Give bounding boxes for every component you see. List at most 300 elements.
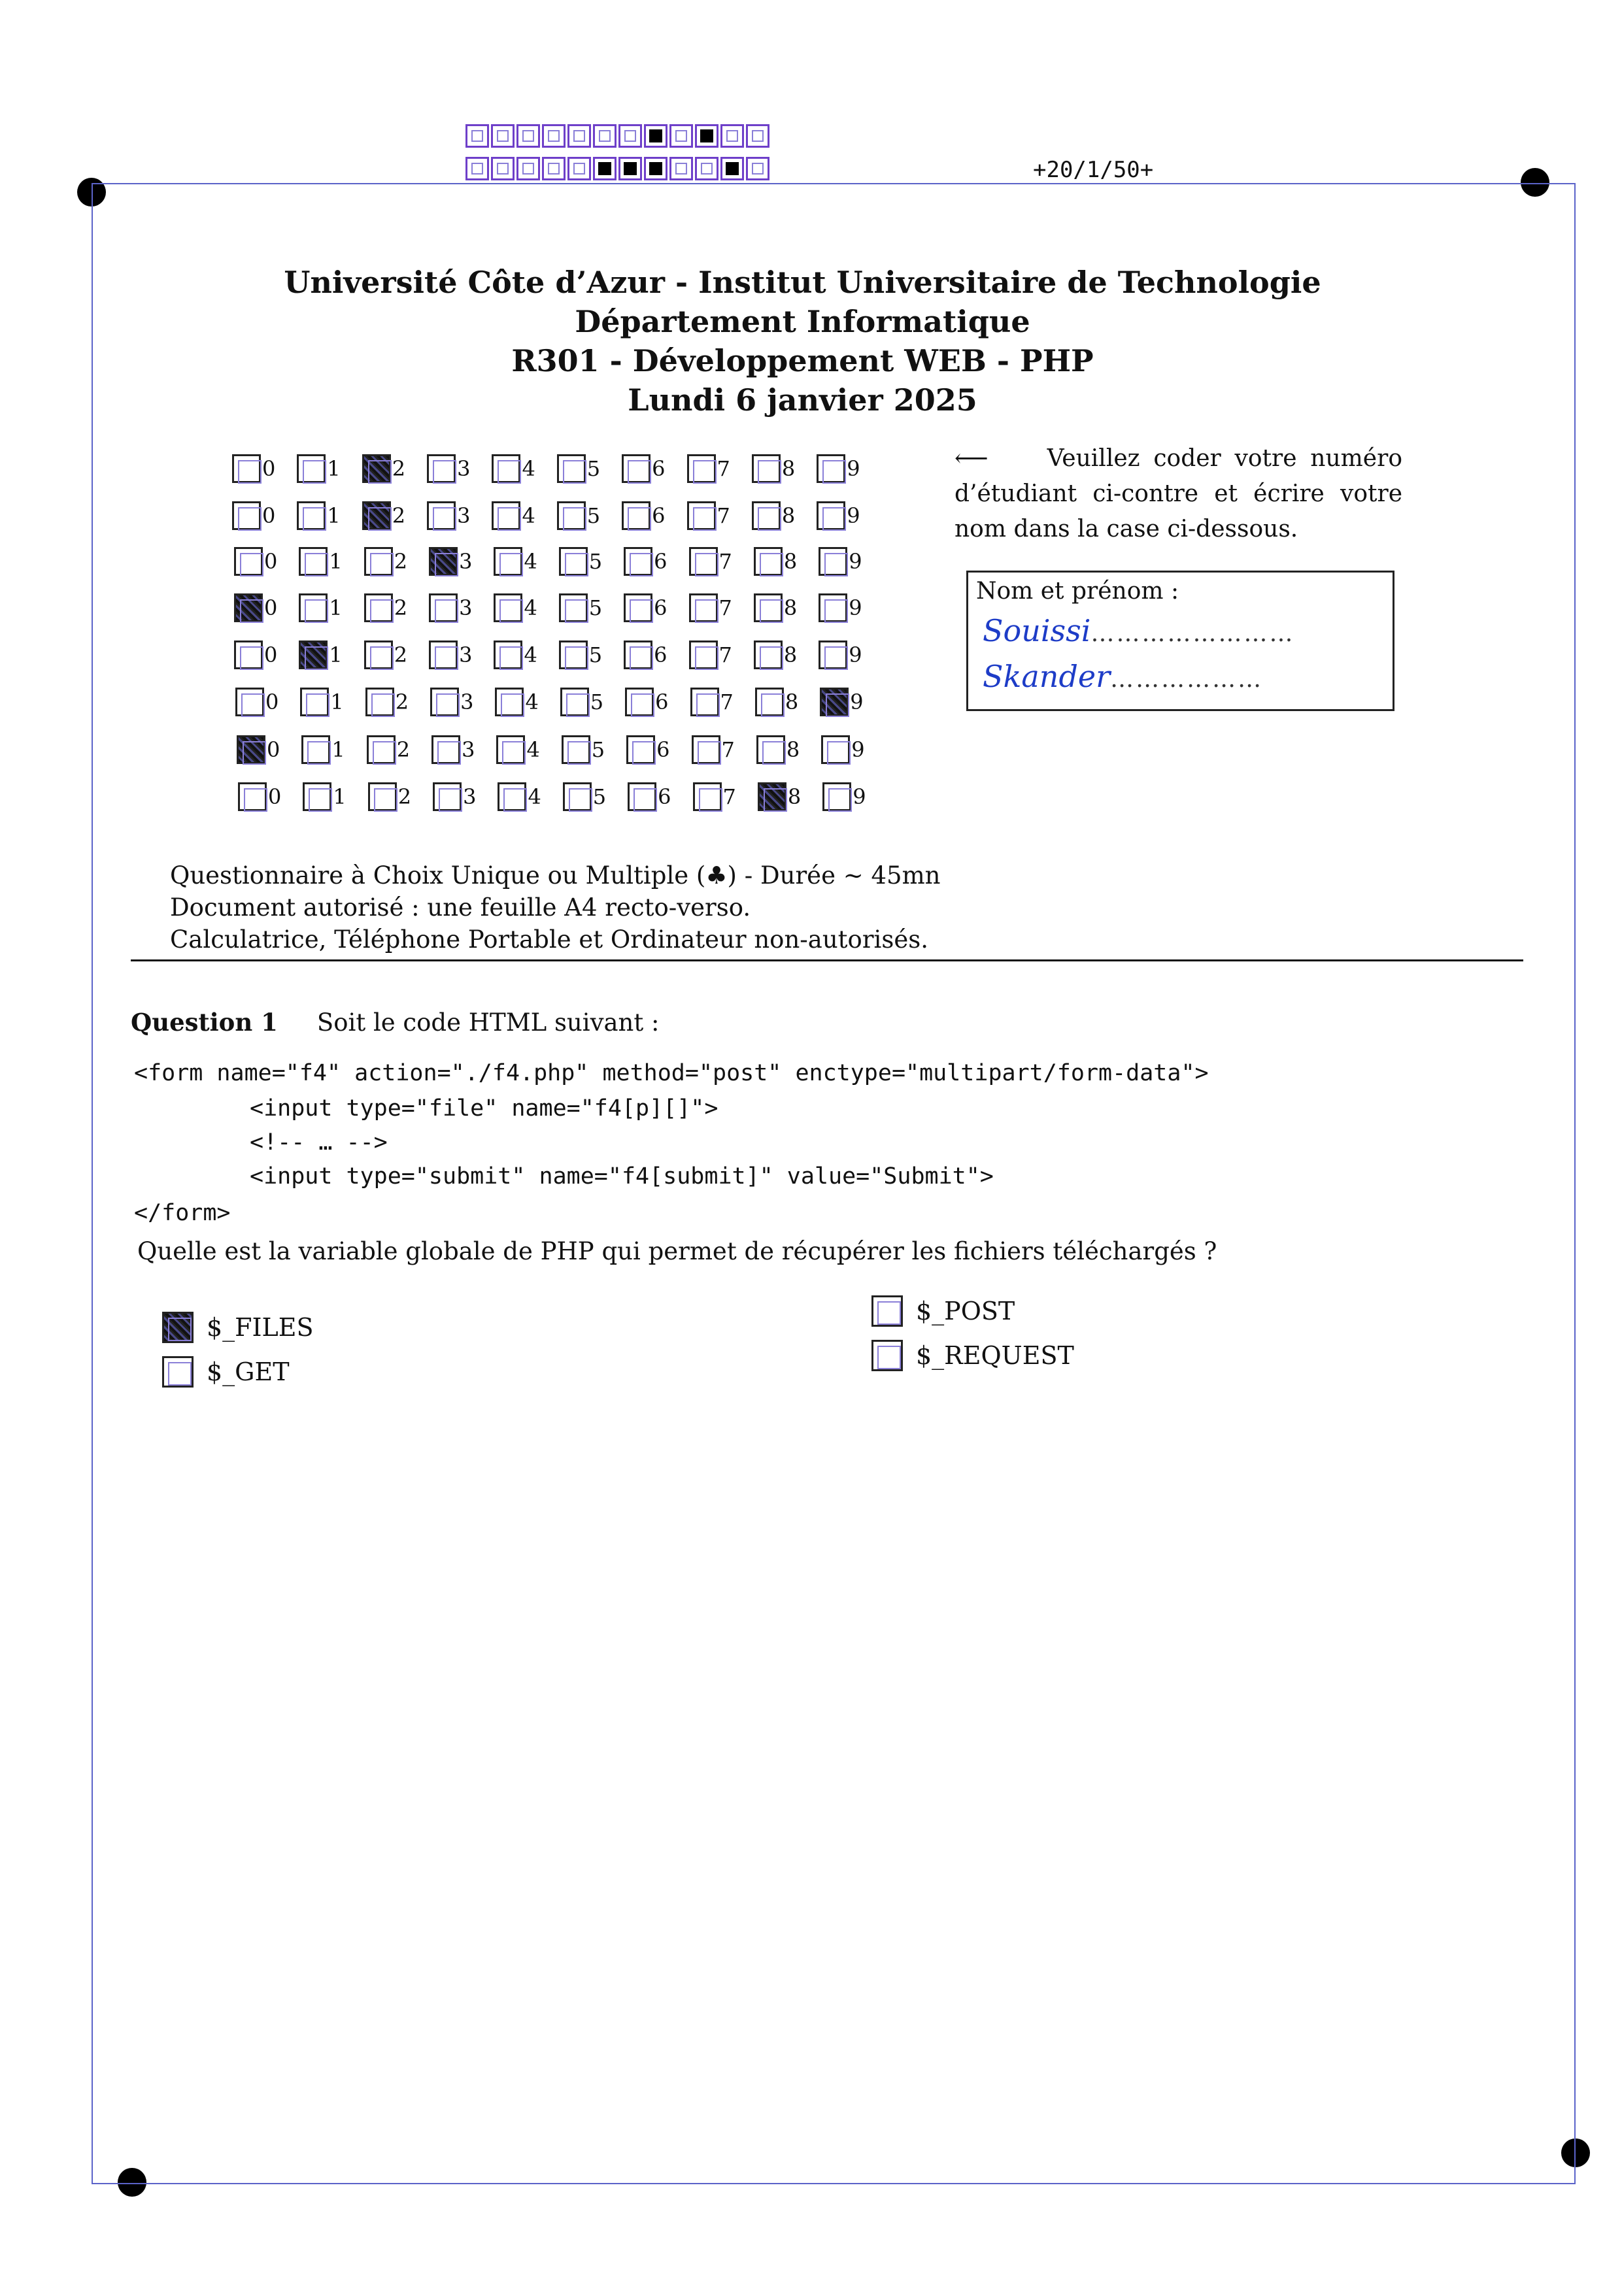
digit-option[interactable] — [494, 641, 537, 669]
barcode-cell — [746, 157, 769, 180]
digit-checkbox[interactable] — [752, 501, 781, 530]
barcode-cell — [491, 124, 515, 148]
digit-checkbox[interactable] — [687, 501, 716, 530]
digit-option[interactable] — [364, 641, 407, 669]
barcode-row-1 — [465, 124, 771, 148]
digit-checkbox[interactable] — [693, 782, 722, 811]
digit-checkbox[interactable] — [624, 593, 652, 622]
digit-option[interactable] — [429, 547, 472, 576]
digit-label: 9 — [847, 456, 860, 481]
digit-checkbox[interactable] — [492, 501, 520, 530]
digit-checkbox[interactable] — [496, 735, 525, 764]
digit-label: 8 — [783, 642, 798, 667]
digit-option[interactable] — [819, 547, 862, 576]
digit-label: 1 — [329, 642, 343, 667]
digit-label: 2 — [395, 690, 409, 714]
digit-option[interactable] — [754, 547, 797, 576]
digit-label: 5 — [586, 503, 601, 528]
digit-label: 3 — [462, 737, 475, 762]
digit-checkbox[interactable] — [427, 501, 456, 530]
student-id-row — [238, 782, 888, 811]
digit-label: 1 — [329, 549, 343, 574]
name-dots-1: …………………… — [1090, 620, 1295, 647]
digit-option[interactable] — [429, 641, 472, 669]
digit-checkbox[interactable] — [689, 641, 718, 669]
digit-checkbox[interactable] — [235, 688, 264, 716]
digit-checkbox[interactable] — [232, 501, 261, 530]
digit-label: 1 — [329, 595, 343, 620]
digit-option[interactable] — [755, 688, 798, 716]
answer-post[interactable] — [871, 1295, 1015, 1327]
digit-option[interactable] — [821, 735, 864, 764]
digit-option[interactable] — [362, 454, 405, 483]
digit-label: 0 — [267, 737, 280, 762]
digit-label: 7 — [722, 784, 736, 809]
digit-label: 2 — [394, 549, 408, 574]
digit-option[interactable] — [752, 501, 795, 530]
digit-label: 1 — [331, 737, 345, 762]
digit-label: 0 — [265, 690, 279, 714]
digit-option[interactable] — [622, 454, 665, 483]
digit-label: 3 — [459, 549, 473, 574]
question-1-prompt: Quelle est la variable globale de PHP qui permet de récupérer les fichiers téléchargés ? — [137, 1237, 1217, 1265]
digit-option[interactable] — [689, 547, 732, 576]
digit-label: 3 — [463, 784, 477, 809]
digit-label: 7 — [717, 456, 730, 481]
digit-option[interactable] — [622, 501, 665, 530]
barcode-cell — [669, 124, 693, 148]
digit-checkbox[interactable] — [429, 593, 458, 622]
question-1-label: Question 1 — [131, 1008, 278, 1037]
student-id-row — [232, 454, 882, 483]
digit-label: 2 — [394, 642, 408, 667]
digit-option[interactable] — [562, 735, 605, 764]
digit-option[interactable] — [754, 593, 797, 622]
digit-option[interactable] — [693, 782, 736, 811]
digit-checkbox[interactable] — [300, 688, 329, 716]
digit-label: 4 — [524, 549, 537, 574]
digit-label: 1 — [327, 456, 341, 481]
handwritten-surname: Souissi — [983, 613, 1091, 648]
name-box-label: Nom et prénom : — [976, 578, 1179, 605]
digit-label: 5 — [588, 642, 603, 667]
digit-label: 4 — [524, 642, 537, 667]
digit-option[interactable] — [234, 547, 277, 576]
digit-checkbox[interactable] — [625, 688, 654, 716]
digit-option[interactable] — [234, 593, 277, 622]
digit-option[interactable] — [819, 641, 862, 669]
student-id-row — [235, 688, 885, 716]
answer-files[interactable] — [162, 1312, 314, 1343]
digit-checkbox[interactable] — [492, 454, 520, 483]
digit-label: 9 — [851, 737, 865, 762]
digit-label: 1 — [327, 503, 341, 528]
digit-checkbox[interactable] — [689, 547, 718, 576]
digit-checkbox[interactable] — [624, 547, 652, 576]
digit-option[interactable] — [429, 593, 472, 622]
digit-label: 3 — [459, 595, 473, 620]
digit-option[interactable] — [687, 501, 730, 530]
digit-label: 2 — [394, 595, 408, 620]
digit-label: 5 — [591, 737, 605, 762]
digit-checkbox[interactable] — [687, 454, 716, 483]
barcode-cell — [567, 157, 591, 180]
digit-option[interactable] — [557, 501, 600, 530]
digit-option[interactable] — [559, 547, 602, 576]
digit-checkbox[interactable] — [820, 688, 849, 716]
digit-option[interactable] — [299, 547, 342, 576]
digit-checkbox[interactable] — [431, 735, 460, 764]
question-1-header — [131, 1008, 659, 1037]
digit-option[interactable] — [237, 735, 280, 764]
digit-checkbox[interactable] — [557, 454, 586, 483]
digit-label: 9 — [853, 784, 866, 809]
digit-checkbox[interactable] — [817, 501, 845, 530]
digit-label: 3 — [457, 456, 471, 481]
digit-label: 7 — [718, 642, 732, 667]
digit-option[interactable] — [687, 454, 730, 483]
digit-option[interactable] — [626, 735, 669, 764]
digit-option[interactable] — [299, 641, 342, 669]
digit-option[interactable] — [430, 688, 473, 716]
digit-checkbox[interactable] — [433, 782, 462, 811]
digit-option[interactable] — [362, 501, 405, 530]
digit-label: 7 — [718, 549, 732, 574]
digit-checkbox[interactable] — [427, 454, 456, 483]
digit-checkbox[interactable] — [754, 641, 783, 669]
digit-label: 0 — [264, 549, 278, 574]
barcode-cell — [618, 157, 642, 180]
digit-label: 0 — [262, 503, 276, 528]
digit-label: 5 — [592, 784, 607, 809]
digit-option[interactable] — [624, 641, 667, 669]
digit-checkbox[interactable] — [557, 501, 586, 530]
digit-option[interactable] — [625, 688, 668, 716]
digit-option[interactable] — [498, 782, 541, 811]
digit-option[interactable] — [624, 593, 667, 622]
digit-checkbox[interactable] — [692, 735, 720, 764]
name-box[interactable] — [966, 571, 1394, 711]
exam-documents: Document autorisé : une feuille A4 recto-verso. — [170, 893, 751, 922]
digit-option[interactable] — [560, 688, 603, 716]
digit-option[interactable] — [819, 593, 862, 622]
digit-option[interactable] — [492, 501, 535, 530]
digit-checkbox[interactable] — [626, 735, 655, 764]
digit-checkbox[interactable] — [364, 593, 393, 622]
digit-label: 6 — [656, 737, 670, 762]
digit-checkbox[interactable] — [234, 547, 263, 576]
digit-label: 5 — [586, 456, 601, 481]
barcode-cell — [695, 157, 718, 180]
answer-get-checkbox[interactable] — [162, 1356, 194, 1388]
student-id-row — [237, 735, 887, 764]
digit-label: 4 — [522, 503, 535, 528]
code-line-2: <input type="file" name="f4[p][]"> — [250, 1095, 718, 1122]
digit-option[interactable] — [431, 735, 475, 764]
answer-post-checkbox[interactable] — [871, 1295, 903, 1327]
digit-checkbox[interactable] — [819, 641, 847, 669]
answer-post-label: $_POST — [916, 1297, 1015, 1325]
digit-label: 7 — [720, 690, 734, 714]
digit-checkbox[interactable] — [819, 547, 847, 576]
digit-label: 9 — [850, 690, 864, 714]
digit-option[interactable] — [817, 454, 860, 483]
digit-checkbox[interactable] — [237, 735, 265, 764]
course-title: R301 - Développement WEB - PHP — [511, 343, 1094, 378]
digit-checkbox[interactable] — [560, 688, 589, 716]
digit-checkbox[interactable] — [430, 688, 459, 716]
digit-checkbox[interactable] — [238, 782, 267, 811]
digit-option[interactable] — [690, 688, 734, 716]
digit-checkbox[interactable] — [364, 641, 393, 669]
digit-option[interactable] — [494, 593, 537, 622]
digit-label: 3 — [457, 503, 471, 528]
digit-option[interactable] — [364, 593, 407, 622]
digit-option[interactable] — [494, 547, 537, 576]
digit-checkbox[interactable] — [498, 782, 526, 811]
digit-option[interactable] — [822, 782, 866, 811]
digit-label: 6 — [652, 456, 666, 481]
barcode-cell — [516, 124, 540, 148]
digit-checkbox[interactable] — [822, 782, 851, 811]
digit-checkbox[interactable] — [301, 735, 330, 764]
digit-option[interactable] — [754, 641, 797, 669]
barcode-cell — [516, 157, 540, 180]
digit-checkbox[interactable] — [628, 782, 656, 811]
digit-checkbox[interactable] — [754, 547, 783, 576]
answer-request-label: $_REQUEST — [916, 1341, 1074, 1370]
digit-checkbox[interactable] — [362, 454, 391, 483]
digit-checkbox[interactable] — [234, 593, 263, 622]
question-1-intro: Soit le code HTML suivant : — [316, 1008, 660, 1037]
digit-option[interactable] — [303, 782, 346, 811]
barcode-cell — [491, 157, 515, 180]
digit-checkbox[interactable] — [559, 547, 588, 576]
digit-label: 0 — [264, 642, 278, 667]
digit-label: 0 — [264, 595, 278, 620]
exam-devices: Calculatrice, Téléphone Portable et Ordinateur non-autorisés. — [170, 925, 928, 954]
digit-checkbox[interactable] — [362, 501, 391, 530]
digit-checkbox[interactable] — [755, 688, 784, 716]
digit-checkbox[interactable] — [689, 593, 718, 622]
answer-files-checkbox[interactable] — [162, 1312, 194, 1343]
code-line-3: <!-- … --> — [250, 1129, 388, 1156]
digit-checkbox[interactable] — [563, 782, 592, 811]
digit-label: 8 — [783, 549, 798, 574]
digit-option[interactable] — [297, 501, 340, 530]
digit-option[interactable] — [492, 454, 535, 483]
digit-option[interactable] — [692, 735, 735, 764]
digit-label: 2 — [397, 784, 412, 809]
digit-option[interactable] — [232, 454, 275, 483]
digit-option[interactable] — [232, 501, 275, 530]
digit-option[interactable] — [756, 735, 800, 764]
digit-checkbox[interactable] — [559, 641, 588, 669]
digit-checkbox[interactable] — [367, 735, 396, 764]
digit-checkbox[interactable] — [756, 735, 785, 764]
digit-label: 4 — [526, 737, 540, 762]
digit-label: 8 — [785, 690, 799, 714]
barcode-cell — [465, 157, 489, 180]
digit-option[interactable] — [427, 454, 470, 483]
digit-option[interactable] — [628, 782, 671, 811]
barcode-cell — [593, 157, 617, 180]
digit-label: 9 — [849, 642, 862, 667]
digit-label: 2 — [396, 737, 411, 762]
digit-label: 5 — [588, 549, 603, 574]
digit-option[interactable] — [563, 782, 606, 811]
digit-option[interactable] — [817, 501, 860, 530]
answer-get[interactable] — [162, 1356, 290, 1388]
digit-label: 7 — [718, 595, 732, 620]
digit-checkbox[interactable] — [624, 641, 652, 669]
digit-checkbox[interactable] — [622, 501, 650, 530]
student-id-row — [234, 593, 884, 622]
digit-option[interactable] — [758, 782, 801, 811]
digit-label: 5 — [590, 690, 604, 714]
barcode-cell — [720, 157, 744, 180]
digit-label: 5 — [588, 595, 603, 620]
code-line-5: </form> — [134, 1200, 231, 1226]
digit-checkbox[interactable] — [303, 782, 331, 811]
barcode-cell — [593, 124, 617, 148]
digit-checkbox[interactable] — [494, 547, 522, 576]
digit-option[interactable] — [300, 688, 343, 716]
digit-option[interactable] — [364, 547, 407, 576]
digit-checkbox[interactable] — [690, 688, 719, 716]
digit-option[interactable] — [297, 454, 340, 483]
digit-label: 1 — [333, 784, 346, 809]
barcode-cell — [567, 124, 591, 148]
digit-label: 2 — [392, 456, 406, 481]
digit-label: 7 — [721, 737, 735, 762]
digit-option[interactable] — [427, 501, 470, 530]
digit-checkbox[interactable] — [299, 641, 328, 669]
student-id-row — [234, 547, 884, 576]
digit-checkbox[interactable] — [622, 454, 650, 483]
barcode-cell — [644, 157, 667, 180]
digit-checkbox[interactable] — [365, 688, 394, 716]
digit-option[interactable] — [689, 593, 732, 622]
digit-checkbox[interactable] — [752, 454, 781, 483]
barcode-row-2 — [465, 157, 771, 180]
separator-rule — [131, 959, 1523, 961]
digit-checkbox[interactable] — [299, 593, 328, 622]
digit-checkbox[interactable] — [368, 782, 397, 811]
digit-option[interactable] — [365, 688, 409, 716]
digit-label: 1 — [330, 690, 344, 714]
barcode-cell — [618, 124, 642, 148]
digit-checkbox[interactable] — [821, 735, 850, 764]
digit-checkbox[interactable] — [495, 688, 524, 716]
barcode-cell — [542, 124, 566, 148]
digit-checkbox[interactable] — [817, 454, 845, 483]
digit-option[interactable] — [238, 782, 281, 811]
department-title: Département Informatique — [575, 304, 1030, 339]
digit-checkbox[interactable] — [364, 547, 393, 576]
digit-checkbox[interactable] — [429, 547, 458, 576]
answer-request[interactable] — [871, 1340, 1074, 1371]
digit-option[interactable] — [689, 641, 732, 669]
code-line-1: <form name="f4" action="./f4.php" method="post" enctype="multipart/form-data"> — [134, 1060, 1209, 1086]
left-arrow-icon: ⟵ — [955, 445, 988, 472]
digit-option[interactable] — [624, 547, 667, 576]
digit-checkbox[interactable] — [562, 735, 590, 764]
digit-label: 6 — [655, 690, 669, 714]
name-line-2 — [983, 659, 1263, 694]
digit-checkbox[interactable] — [299, 547, 328, 576]
digit-checkbox[interactable] — [494, 593, 522, 622]
name-dots-2: ……………… — [1110, 666, 1264, 693]
digit-checkbox[interactable] — [494, 641, 522, 669]
name-line-1 — [983, 613, 1294, 648]
digit-label: 8 — [781, 503, 796, 528]
digit-checkbox[interactable] — [297, 501, 326, 530]
digit-label: 4 — [528, 784, 541, 809]
digit-label: 0 — [268, 784, 282, 809]
digit-checkbox[interactable] — [234, 641, 263, 669]
digit-option[interactable] — [301, 735, 345, 764]
digit-checkbox[interactable] — [297, 454, 326, 483]
digit-option[interactable] — [234, 641, 277, 669]
digit-option[interactable] — [495, 688, 538, 716]
digit-option[interactable] — [368, 782, 411, 811]
digit-label: 8 — [781, 456, 796, 481]
digit-label: 4 — [525, 690, 539, 714]
digit-option[interactable] — [557, 454, 600, 483]
digit-label: 4 — [524, 595, 537, 620]
digit-option[interactable] — [820, 688, 863, 716]
digit-option[interactable] — [433, 782, 476, 811]
university-title: Université Côte d’Azur - Institut Universitaire de Technologie — [284, 265, 1321, 300]
barcode-cell — [542, 157, 566, 180]
digit-label: 9 — [849, 595, 862, 620]
digit-label: 3 — [459, 642, 473, 667]
id-instructions-text: Veuillez coder votre numéro d’étudiant ci-contre et écrire votre nom dans la case ci-dessous. — [955, 445, 1402, 542]
digit-option[interactable] — [496, 735, 539, 764]
digit-label: 7 — [717, 503, 730, 528]
id-instructions — [955, 441, 1402, 547]
answer-files-label: $_FILES — [207, 1313, 314, 1342]
digit-label: 9 — [849, 549, 862, 574]
digit-label: 6 — [654, 642, 667, 667]
digit-checkbox[interactable] — [429, 641, 458, 669]
answer-get-label: $_GET — [207, 1357, 290, 1386]
digit-checkbox[interactable] — [819, 593, 847, 622]
barcode-cell — [695, 124, 718, 148]
digit-label: 8 — [786, 737, 800, 762]
student-id-row — [234, 641, 884, 669]
answer-request-checkbox[interactable] — [871, 1340, 903, 1371]
digit-option[interactable] — [299, 593, 342, 622]
digit-label: 9 — [847, 503, 860, 528]
digit-checkbox[interactable] — [559, 593, 588, 622]
student-id-row — [232, 501, 882, 530]
digit-option[interactable] — [752, 454, 795, 483]
digit-option[interactable] — [559, 641, 602, 669]
digit-checkbox[interactable] — [232, 454, 261, 483]
digit-option[interactable] — [235, 688, 279, 716]
digit-checkbox[interactable] — [758, 782, 786, 811]
digit-label: 8 — [787, 784, 802, 809]
digit-option[interactable] — [367, 735, 410, 764]
digit-label: 6 — [654, 549, 667, 574]
barcode-cell — [644, 124, 667, 148]
digit-checkbox[interactable] — [754, 593, 783, 622]
barcode-cell — [746, 124, 769, 148]
digit-option[interactable] — [559, 593, 602, 622]
digit-label: 3 — [460, 690, 474, 714]
